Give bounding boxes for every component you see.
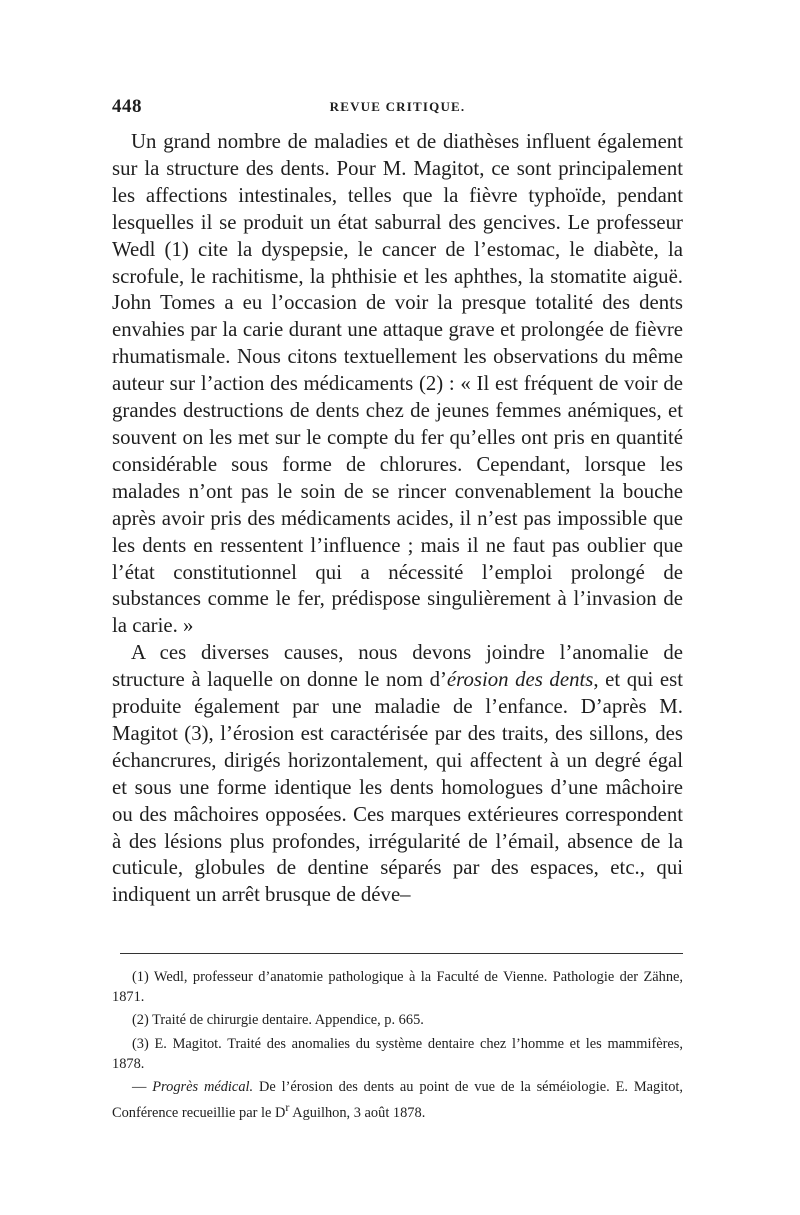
footnote-4-dash: —: [132, 1079, 153, 1096]
footnote-4-superscript: r: [285, 1100, 290, 1115]
page-number: 448: [112, 96, 142, 117]
footnote-2: (2) Traité de chirurgie dentaire. Appendice, p. 665.: [132, 1012, 424, 1029]
paragraph-2-text-end: , et qui est produite également par une maladie de l’enfance. D’après M. Magitot (3), l’érosion est caractérisée par des traits, des sillons, des échancrures, dirigés horizontalement, qui affectent à un degré égal et sous une forme identique les dents homologues d’une mâchoire ou des mâchoires opposées. Ces marques extérieures correspondent à des lésions plus profondes, irrégularité de l’émail, absence de la cuticule, globules de dentine séparés par des espaces, etc., qui indiquent un arrêt brusque de déve–: [112, 668, 684, 907]
footnote-3: (3) E. Magitot. Traité des anomalies du système dentaire chez l’homme et les mammifères, 1878.: [112, 1035, 683, 1072]
paragraph-2-italic-term: érosion des dents: [446, 668, 594, 692]
footnotes: [112, 967, 683, 1126]
paragraph-2-text-start: A ces diverses causes, nous devons joindre l’anomalie de structure à laquelle on donne le nom d’: [112, 641, 683, 692]
footnote-separator-rule: [120, 953, 683, 954]
footnote-1: (1) Wedl, professeur d’anatomie pathologique à la Faculté de Vienne. Pathologie der Zähne, 1871.: [112, 969, 683, 1006]
paragraph-2: [112, 640, 683, 909]
body-text: [112, 129, 683, 909]
page-header: [112, 96, 683, 122]
footnote-4-text: De l’érosion des dents au point de vue de la séméiologie. E. Magitot, Conférence recueillie par le D: [112, 1079, 683, 1122]
paragraph-1: Un grand nombre de maladies et de diathèses influent également sur la structure des dents. Pour M. Magitot, ce sont principalement les affections intestinales, telles que la fièvre typhoïde, pendant lesquelles il se produit un état saburral des gencives. Le professeur Wedl (1) cite la dyspepsie, le cancer de l’estomac, le diabète, la scrofule, le rachitisme, la phthisie et les aphthes, la stomatite aiguë. John Tomes a eu l’occasion de voir la presque totalité des dents envahies par la carie durant une attaque grave et prolongée de fièvre rhumatismale. Nous citons textuellement les observations du même auteur sur l’action des médicaments (2) : « Il est fréquent de voir de grandes destructions de dents chez de jeunes femmes anémiques, et souvent on les met sur le compte du fer qu’elles ont pris en quantité considérable sous forme de chlorures. Cependant, lorsque les malades n’ont pas le soin de se rincer convenablement la bouche après avoir pris des médicaments acides, il n’est pas impossible que les dents en ressentent l’influence ; mais il ne faut pas oublier que l’état constitutionnel qui a nécessité l’emploi prolongé de substances comme le fer, prédispose singulièrement à l’invasion de la carie. »: [112, 130, 683, 638]
footnote-4-journal-title: Progrès médical.: [152, 1079, 254, 1096]
footnote-4: [112, 1077, 683, 1123]
running-title: REVUE CRITIQUE.: [329, 99, 466, 114]
footnote-4-text-end: Aguilhon, 3 août 1878.: [289, 1105, 426, 1122]
